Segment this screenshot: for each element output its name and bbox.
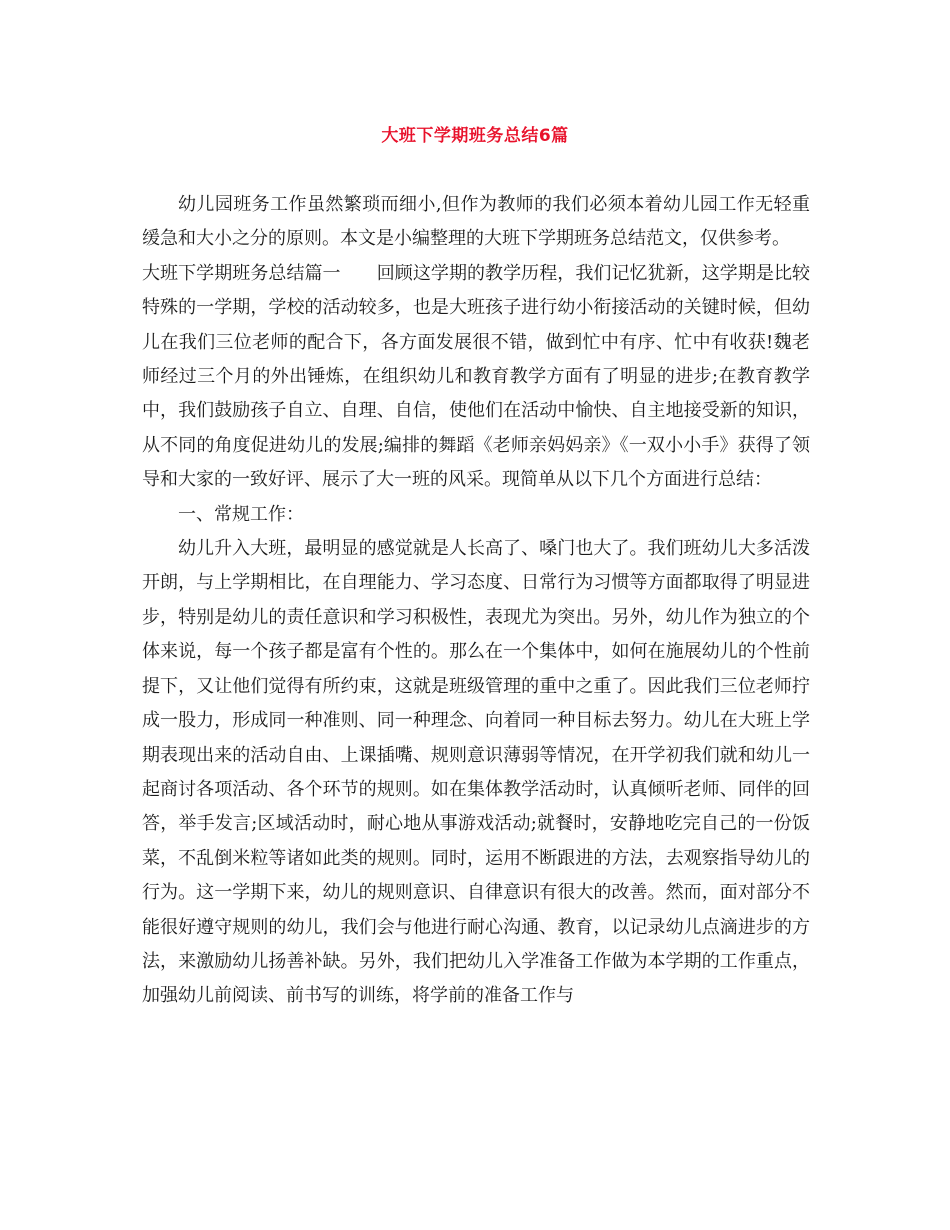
document-body [142, 188, 810, 1014]
section-heading-routine-work: 一、常规工作： [178, 503, 304, 525]
intro-paragraph: 幼儿园班务工作虽然繁琐而细小,但作为教师的我们必须本着幼儿园工作无轻重缓急和大小之分的原则。本文是小编整理的大班下学期班务总结范文，仅供参考。 [142, 194, 810, 250]
routine-work-paragraph: 幼儿升入大班，最明显的感觉就是人长高了、嗓门也大了。我们班幼儿大多活泼开朗，与上学期相比，在自理能力、学习态度、日常行为习惯等方面都取得了明显进步，特别是幼儿的责任意识和学习积极性，表现尤为突出。另外，幼儿作为独立的个体来说，每一个孩子都是富有个性的。那么在一个集体中，如何在施展幼儿的个性前提下，又让他们觉得有所约束，这就是班级管理的重中之重了。因此我们三位老师拧成一股力，形成同一种准则、同一种理念、向着同一种目标去努力。幼儿在大班上学期表现出来的活动自由、上课插嘴、规则意识薄弱等情况，在开学初我们就和幼儿一起商讨各项活动、各个环节的规则。如在集体教学活动时，认真倾听老师、同伴的回答，举手发言;区域活动时，耐心地从事游戏活动;就餐时，安静地吃完自己的一份饭菜，不乱倒米粒等诸如此类的规则。同时，运用不断跟进的方法，去观察指导幼儿的行为。这一学期下来，幼儿的规则意识、自律意识有很大的改善。然而，面对部分不能很好遵守规则的幼儿，我们会与他进行耐心沟通、教育，以记录幼儿点滴进步的方法，来激励幼儿扬善补缺。另外，我们把幼儿入学准备工作做为本学期的工作重点，加强幼儿前阅读、前书写的训练，将学前的准备工作与 [142, 538, 810, 1007]
document-title: 大班下学期班务总结6篇 [381, 126, 569, 146]
section-one-paragraph: 大班下学期班务总结篇一 回顾这学期的教学历程，我们记忆犹新，这学期是比较特殊的一学期，学校的活动较多，也是大班孩子进行幼小衔接活动的关键时候，但幼儿在我们三位老师的配合下，各方面发展很不错，做到忙中有序、忙中有收获!魏老师经过三个月的外出锤炼，在组织幼儿和教育教学方面有了明显的进步;在教育教学中，我们鼓励孩子自立、自理、自信，使他们在活动中愉快、自主地接受新的知识，从不同的角度促进幼儿的发展;编排的舞蹈《老师亲妈妈亲》《一双小小手》获得了领导和大家的一致好评、展示了大一班的风采。现简单从以下几个方面进行总结： [142, 262, 810, 491]
